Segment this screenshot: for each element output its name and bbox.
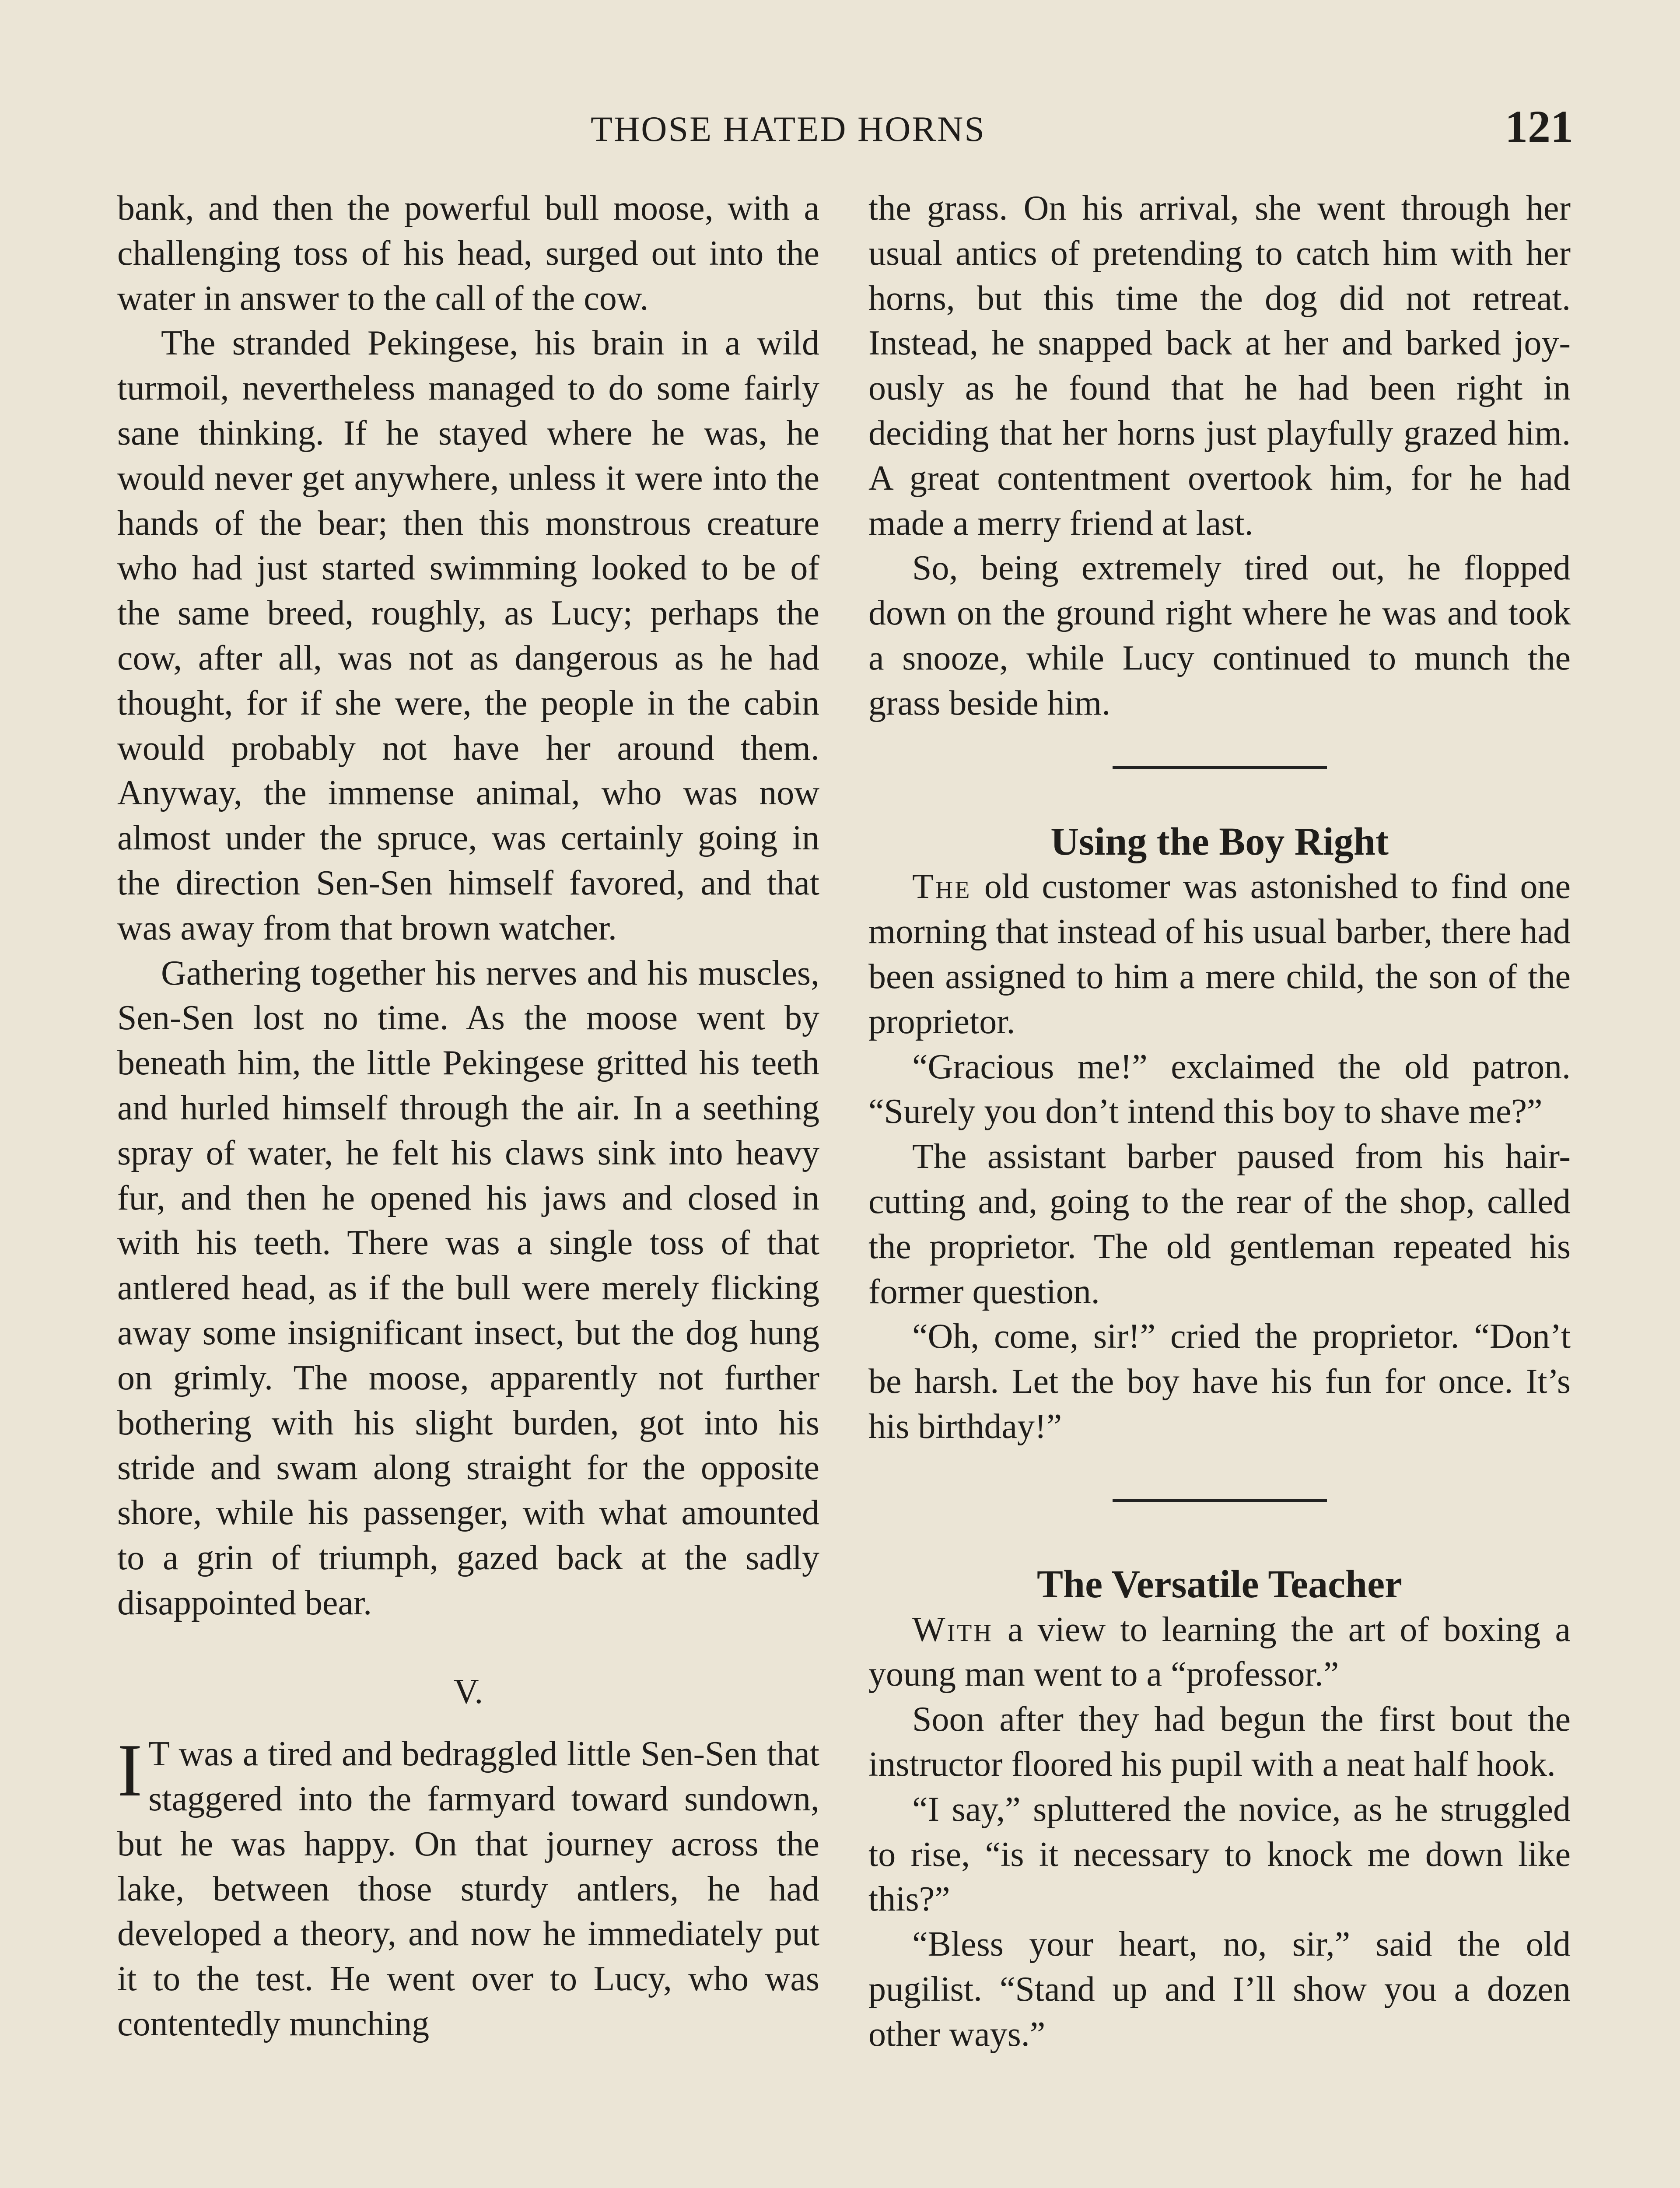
drop-cap: I: [117, 1729, 143, 1813]
lead-word: With: [912, 1610, 993, 1649]
article-title: The Versatile Teacher: [1037, 1562, 1402, 1606]
article-paragraph: “I say,” spluttered the novice, as he struggled to rise, “is it necessary to knock me down like this?”: [868, 1790, 1571, 1919]
article-title: Using the Boy Right: [1050, 820, 1389, 863]
section-divider: [1113, 766, 1327, 769]
page-number: 121: [1505, 102, 1573, 152]
article-paragraph: “Bless your heart, no, sir,” said the old pugilist. “Stand up and I’ll show you a dozen other ways.”: [868, 1925, 1571, 2054]
running-title: THOSE HATED HORNS: [591, 109, 986, 149]
lead-text: a view to learning the art of boxing a young man went to a “professor.”: [868, 1610, 1571, 1694]
section-divider: [1113, 1499, 1327, 1502]
article-paragraph: [868, 1607, 1571, 1697]
dropcap-text: T was a tired and bedraggled little Sen-Sen that staggered into the farmyard toward sundown, but he was happy. On that journey across the lake, between those sturdy antlers, he had developed a theory, and now he immediately put it to the test. He went over to Lucy, who was contentedly munching: [117, 1735, 819, 2044]
story-paragraph: bank, and then the powerful bull moose, with a challenging toss of his head, surged out into the water in answer to the call of the cow.: [117, 189, 819, 318]
story-paragraph-dropcap: [117, 1729, 819, 2047]
lead-word: The: [912, 867, 972, 906]
article-paragraph: “Gracious me!” exclaimed the old patron. “Surely you don’t intend this boy to shave me?”: [868, 1047, 1571, 1131]
article-paragraph: “Oh, come, sir!” cried the proprietor. “Don’t be harsh. Let the boy have his fun for once. It’s his birthday!”: [868, 1317, 1571, 1446]
lead-text: old customer was astonished to find one morning that instead of his usual barber, there had been assigned to him a mere child, the son of the proprietor.: [868, 867, 1571, 1041]
article-paragraph: Soon after they had begun the first bout the instructor floored his pupil with a neat half hook.: [868, 1700, 1571, 1784]
page-header: [0, 98, 1680, 160]
story-paragraph: So, being extremely tired out, he flopped down on the ground right where he was and took a snooze, while Lucy continued to munch the grass beside him.: [868, 549, 1571, 722]
left-column: [117, 186, 819, 2047]
story-paragraph: the grass. On his arrival, she went through her usual antics of pretending to catch him with her horns, but this time the dog did not retreat. Instead, he snapped back at her and barked joyously as he found that he had been right in deciding that her horns just playfully grazed him. A great contentment overtook him, for he had made a merry friend at last.: [868, 189, 1571, 543]
article-paragraph: The assistant barber paused from his hair-cutting and, going to the rear of the shop, called the proprietor. The old gentleman repeated his former question.: [868, 1137, 1571, 1311]
right-column: [868, 186, 1571, 2057]
article-paragraph: [868, 864, 1571, 1044]
story-paragraph: The stranded Pekingese, his brain in a wild turmoil, nevertheless managed to do some fairly sane thinking. If he stayed where he was, he would never get anywhere, unless it were into the hands of the bear; then this monstrous creature who had just started swimming looked to be of the same breed, roughly, as Lucy; perhaps the cow, after all, was not as dangerous as he had thought, for if she were, the people in the cabin would probably not have her around them. Anyway, the immense animal, who was now almost under the spruce, was certainly going in the direction Sen-Sen himself favored, and that was away from that brown watcher.: [117, 324, 819, 947]
section-numeral: V.: [453, 1672, 483, 1711]
story-paragraph: Gathering together his nerves and his muscles, Sen-Sen lost no time. As the moose went by beneath him, the little Pekingese gritted his teeth and hurled himself through the air. In a seething spray of water, he felt his claws sink into heavy fur, and then he opened his jaws and closed in with his teeth. There was a single toss of that antlered head, as if the bull were merely flicking away some insignificant insect, but the dog hung on grimly. The moose, apparently not further bothering with his slight burden, got into his stride and swam along straight for the opposite shore, while his passenger, with what amounted to a grin of triumph, gazed back at the sadly disappointed bear.: [117, 954, 819, 1622]
